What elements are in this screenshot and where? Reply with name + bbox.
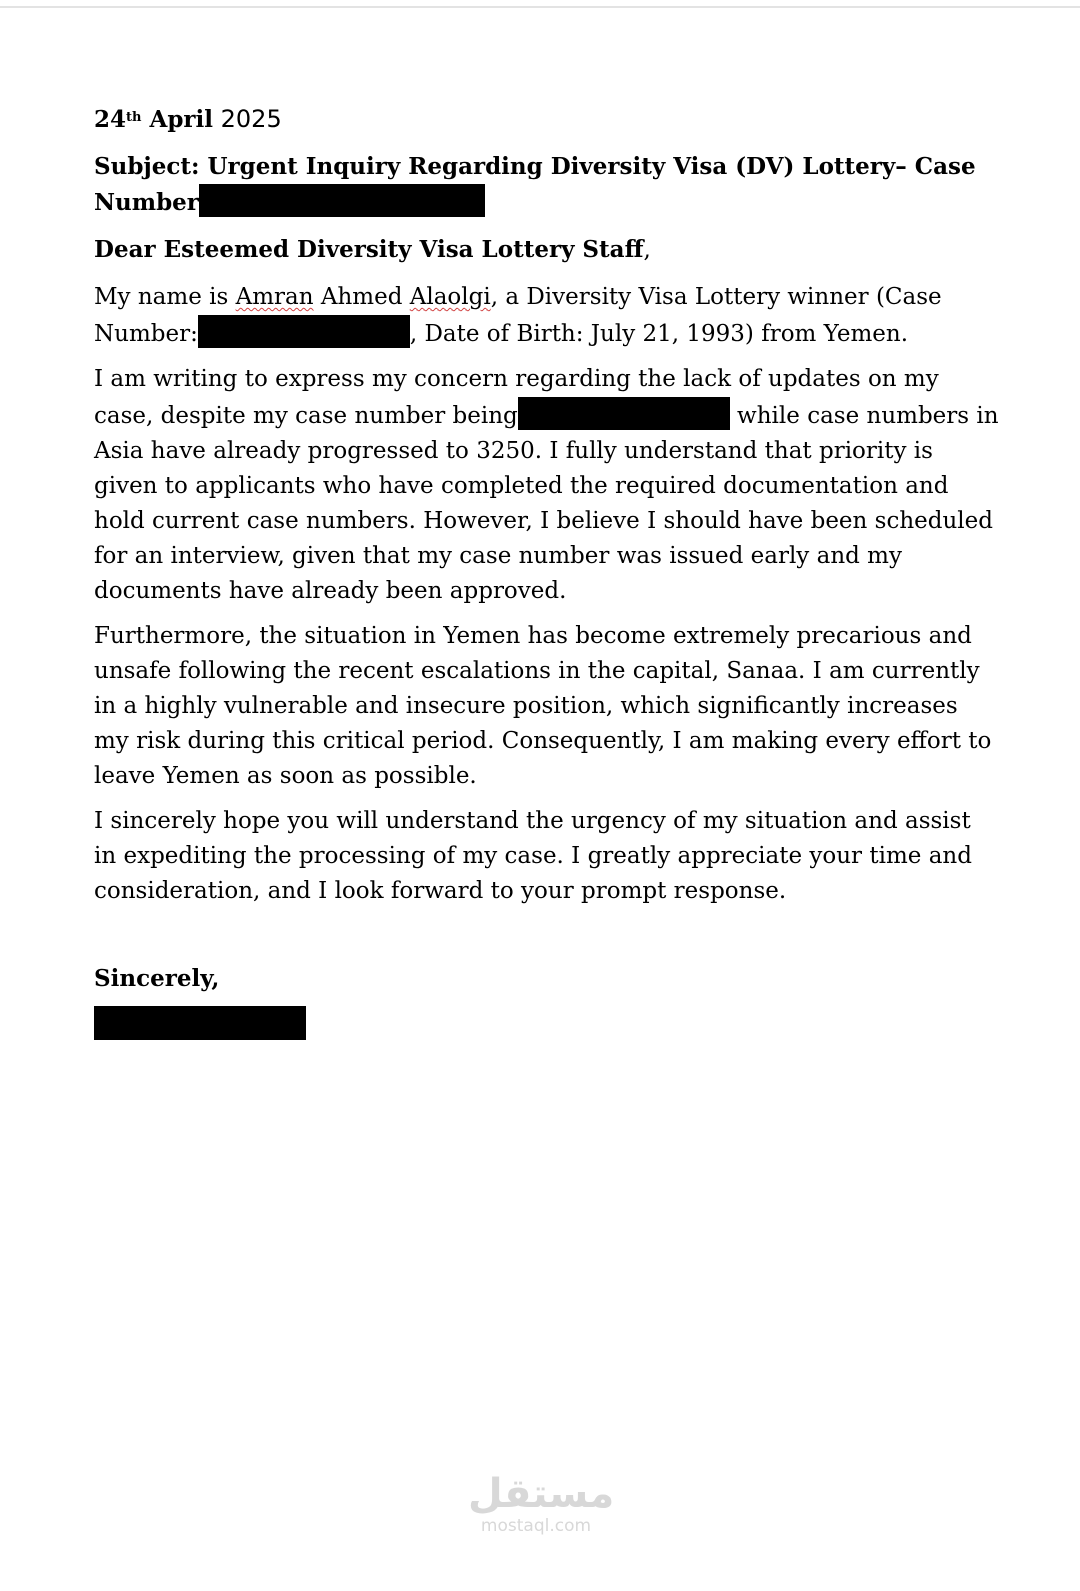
letter-date — [94, 102, 999, 137]
greeting-comma: , — [643, 237, 651, 263]
paragraph-concern — [94, 362, 999, 609]
letter-page — [94, 102, 999, 1040]
subject-text: Subject: Urgent Inquiry Regarding Diversity Visa (DV) Lottery– Case Number — [94, 153, 976, 216]
greeting-text: Dear Esteemed Diversity Visa Lottery Staff — [94, 236, 644, 263]
paragraph-situation: Furthermore, the situation in Yemen has become extremely precarious and unsafe following the recent escalations in the capital, Sanaa. I am currently in a highly vulnerable and insecure position, which significantly increases my risk during this critical period. Consequently, I am making every effort to leave Yemen as soon as possible. — [94, 623, 992, 789]
date-month: April — [141, 106, 214, 133]
redacted-case-number-body — [518, 397, 730, 430]
watermark — [468, 1471, 615, 1536]
paragraph-introduction — [94, 280, 999, 352]
p1-text-b: , a Diversity Visa Lottery winner (Case Number: — [94, 284, 942, 347]
p2-text-a: I am writing to express my concern regarding the lack of updates on my case, despite my case number being — [94, 366, 939, 429]
first-name: Amran — [235, 284, 314, 310]
date-suffix: th — [126, 110, 142, 125]
watermark-logo: مستقل — [468, 1471, 615, 1517]
redacted-signature — [94, 1006, 306, 1040]
p2-text-b: while case numbers in Asia have already progressed to 3250. I fully understand that priority is given to applicants who have completed the required documentation and hold current case numbers. However, I believe I should have been scheduled for an interview, given that my case number was issued early and my documents have already been approved. — [94, 403, 999, 604]
p1-text-c: , Date of Birth: July 21, 1993) from Yemen. — [409, 321, 909, 347]
letter-subject — [94, 149, 999, 220]
redacted-case-number-subject — [199, 184, 485, 217]
last-name: Alaolgi — [409, 284, 491, 310]
date-year: 2025 — [213, 105, 282, 133]
watermark-domain: mostaql.com — [480, 1516, 592, 1536]
redacted-case-number-intro — [198, 315, 410, 348]
middle-name: Ahmed — [313, 284, 410, 310]
letter-signoff: Sincerely, — [94, 965, 220, 992]
p1-text-a: My name is — [94, 284, 236, 310]
top-border — [0, 6, 1080, 8]
paragraph-request: I sincerely hope you will understand the urgency of my situation and assist in expediting the processing of my case. I greatly appreciate your time and consideration, and I look forward to your prompt response. — [94, 808, 972, 904]
date-day: 24 — [94, 106, 127, 133]
letter-greeting — [94, 232, 999, 268]
